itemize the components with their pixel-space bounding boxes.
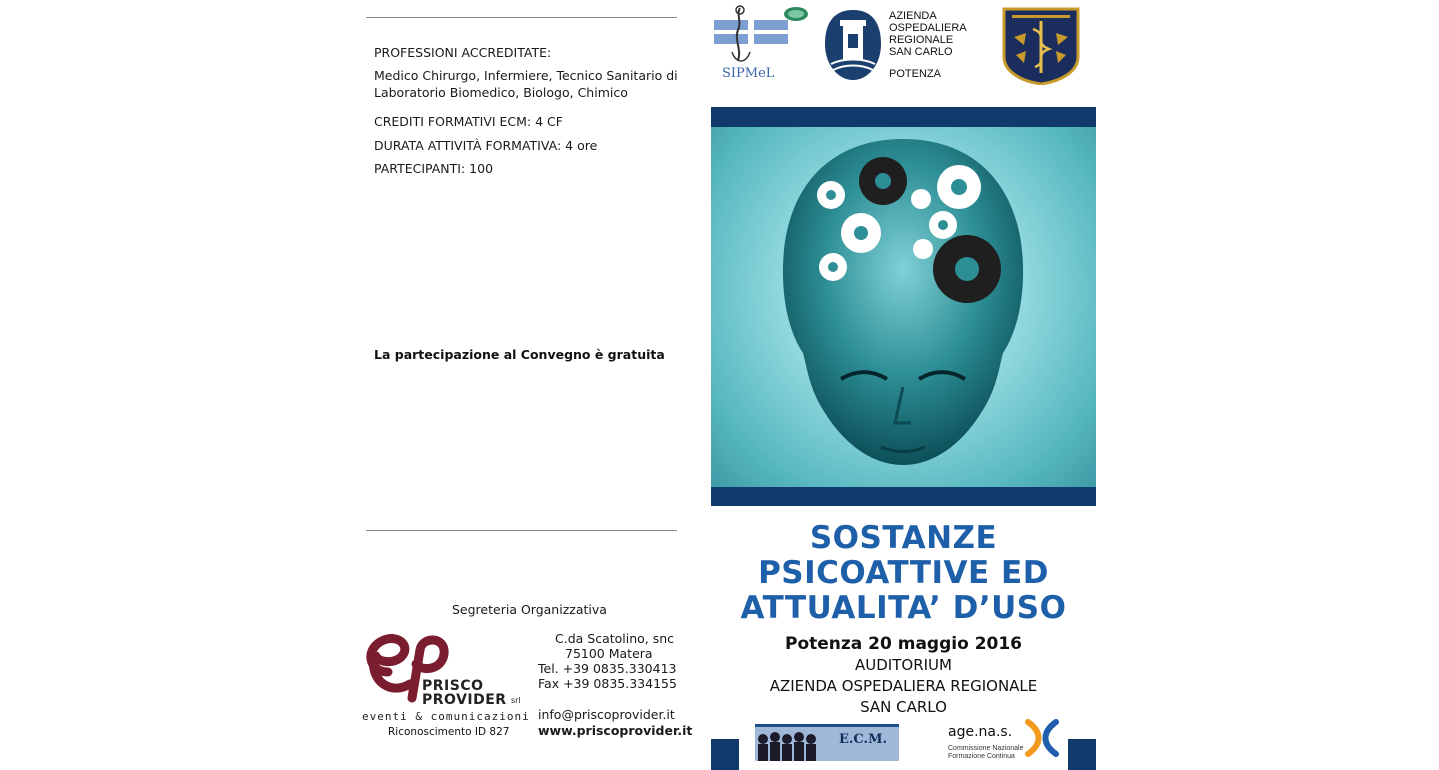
venue-line-2: AZIENDA OSPEDALIERA REGIONALE xyxy=(769,677,1038,695)
prisco-provider-logo xyxy=(360,628,530,728)
agenas-mark-icon xyxy=(1022,718,1062,758)
accredited-professions-label: PROFESSIONI ACCREDITATE: xyxy=(374,45,552,60)
provider-brand-srl: srl xyxy=(511,696,521,705)
professions-line-1: Medico Chirurgo, Infermiere, Tecnico Sanitario di xyxy=(374,68,678,83)
professions-line-2: Laboratorio Biomedico, Biologo, Chimico xyxy=(374,85,628,100)
email-link[interactable]: info@priscoprovider.it xyxy=(538,707,675,722)
title-line-2: PSICOATTIVE ED xyxy=(758,555,1049,591)
address-line-1: C.da Scatolino, snc xyxy=(555,631,675,646)
sipmel-logo xyxy=(712,4,812,94)
agenas-logo xyxy=(946,716,1066,762)
sipmel-emblem-icon xyxy=(712,4,812,74)
provider-tagline: eventi & comunicazioni xyxy=(362,710,530,723)
venue-line-1: AUDITORIUM xyxy=(855,656,952,674)
participants-text: PARTECIPANTI: 100 xyxy=(374,161,494,176)
hospital-tower-icon xyxy=(823,8,883,82)
agenas-sub-line-1: Commissione Nazionale xyxy=(948,745,1024,752)
hero-bottom-band xyxy=(711,487,1096,506)
hero-image xyxy=(711,127,1096,487)
hospital-name-line-1: AZIENDA xyxy=(889,10,937,22)
medical-crest-logo xyxy=(1002,7,1080,85)
ecm-logo xyxy=(755,724,899,761)
hero-top-band xyxy=(711,107,1096,127)
secretariat-label: Segreteria Organizzativa xyxy=(452,602,607,617)
title-line-3: ATTUALITA’ D’USO xyxy=(740,590,1067,626)
provider-brand-line-1: PRISCO xyxy=(422,678,484,694)
sipmel-text: SIPMeL xyxy=(722,66,775,81)
website-link[interactable]: www.priscoprovider.it xyxy=(538,723,693,738)
provider-brand-line-2: PROVIDER xyxy=(422,692,507,708)
event-date: Potenza 20 maggio 2016 xyxy=(784,634,1023,654)
head-with-gears-icon xyxy=(711,127,1096,487)
people-silhouettes-icon xyxy=(755,727,825,761)
duration-text: DURATA ATTIVITÀ FORMATIVA: 4 ore xyxy=(374,138,598,153)
ecm-label: E.C.M. xyxy=(839,732,887,747)
hospital-name-line-3: REGIONALE xyxy=(889,34,954,46)
middle-divider xyxy=(366,530,677,531)
fax-number: Fax +39 0835.334155 xyxy=(538,676,677,691)
provider-id: Riconoscimento ID 827 xyxy=(388,726,510,738)
bottom-band-left xyxy=(711,739,739,770)
hospital-city: POTENZA xyxy=(889,68,941,80)
top-divider xyxy=(366,17,677,18)
venue-line-3: SAN CARLO xyxy=(860,698,947,716)
hospital-name-line-2: OSPEDALIERA xyxy=(889,22,967,34)
address-line-2: 75100 Matera xyxy=(565,646,653,661)
bottom-band-right xyxy=(1068,739,1096,770)
hospital-logo xyxy=(823,8,983,88)
agenas-sub-line-2: Formazione Continua xyxy=(948,753,1015,760)
agenas-label: age.na.s. xyxy=(948,724,1013,740)
free-participation-note: La partecipazione al Convegno è gratuita xyxy=(374,347,665,362)
phone-number: Tel. +39 0835.330413 xyxy=(538,661,677,676)
hospital-name-line-4: SAN CARLO xyxy=(889,46,953,58)
credits-text: CREDITI FORMATIVI ECM: 4 CF xyxy=(374,114,563,129)
caduceus-shield-icon xyxy=(1002,7,1080,85)
title-line-1: SOSTANZE xyxy=(809,520,998,556)
